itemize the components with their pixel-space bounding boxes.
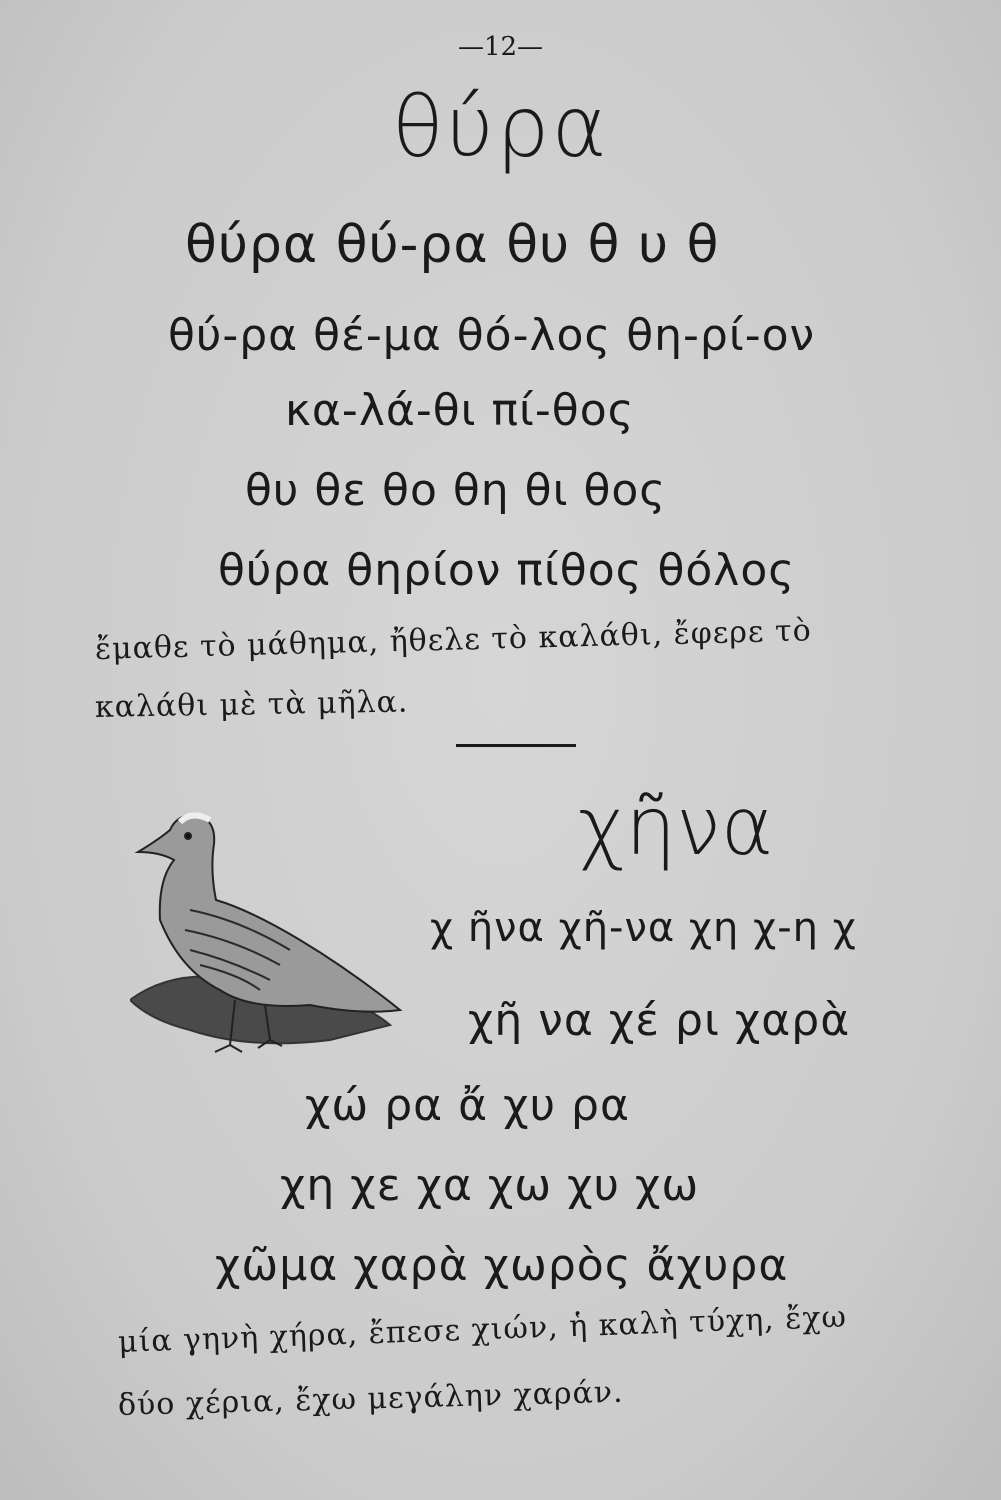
reading-sentence-1: ἔμαθε τὸ μάθημα, ἤθελε τὸ καλάθι, ἔφερε τὸ [94, 613, 813, 667]
syllable-row-3: κα-λά-θι πί-θος [285, 385, 635, 436]
syllable-row-6: χ ῆνα χῆ-να χη χ-η χ [430, 905, 857, 951]
page-number: —12— [457, 32, 544, 62]
syllable-row-7: χῆ να χέ ρι χαρὰ [468, 995, 851, 1046]
syllable-row-8: χώ ρα ἄ χυ ρα [305, 1080, 630, 1131]
syllable-row-9: χη χε χα χω χυ χω [280, 1160, 700, 1211]
syllable-row-2: θύ-ρα θέ-μα θό-λος θη-ρί-ον [168, 310, 816, 361]
section-divider [456, 744, 576, 747]
reading-sentence-2: καλάθι μὲ τὰ μῆλα. [94, 684, 409, 725]
lesson-heading-chena: χῆνα [578, 780, 774, 873]
syllable-row-4: θυ θε θο θη θι θος [245, 465, 667, 516]
syllable-row-1: θύρα θύ-ρα θυ θ υ θ [185, 215, 720, 275]
lesson-heading-thyra: θύρα [392, 78, 609, 176]
reading-sentence-3: μία γηνὴ χήρα, ἔπεσε χιών, ἡ καλὴ τύχη, ἔχω [117, 1299, 848, 1360]
word-row-10: χῶμα χαρὰ χωρὸς ἄχυρα [215, 1240, 789, 1291]
word-row-5: θύρα θηρίον πίθος θόλος [218, 545, 796, 596]
goose-illustration [130, 800, 420, 1070]
reading-sentence-4: δύο χέρια, ἔχω μεγάλην χαράν. [117, 1374, 625, 1423]
